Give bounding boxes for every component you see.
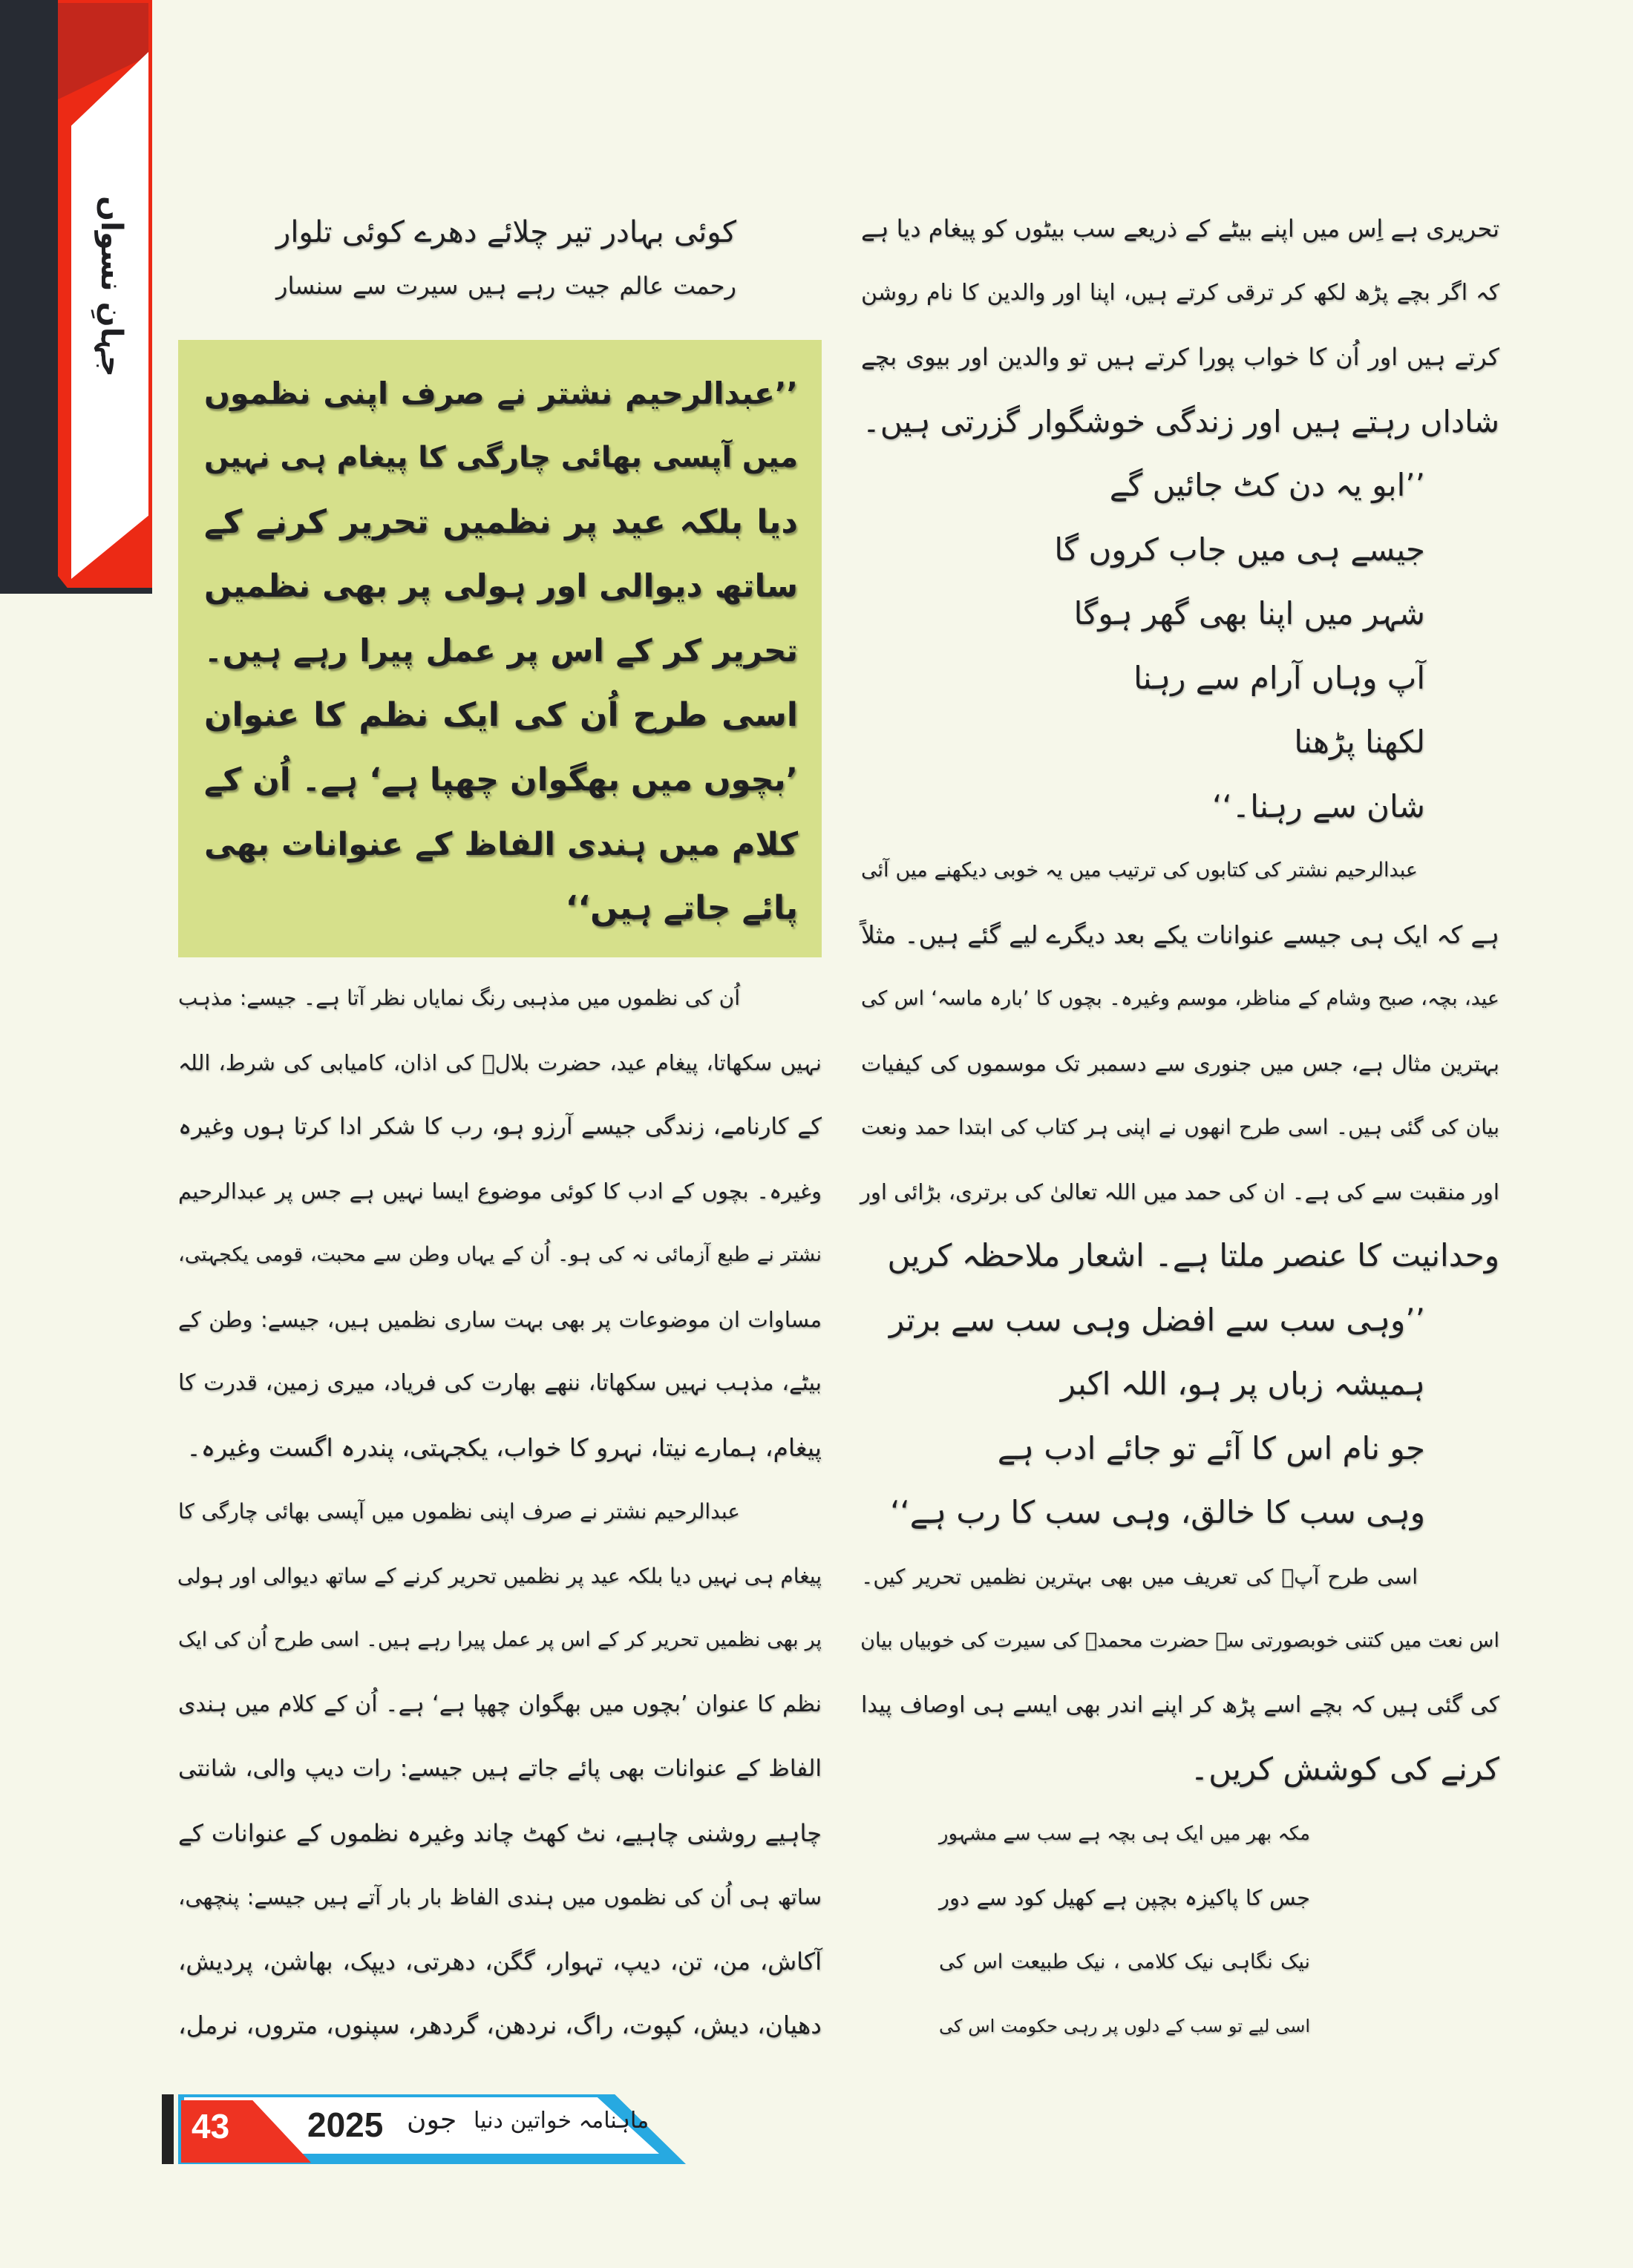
poem-line: جس کا پاکیزہ بچپن ہے کھیل کود سے دور	[939, 1885, 1310, 1910]
poem-line: شہر میں اپنا بھی گھر ہوگا	[1073, 595, 1425, 632]
poem-line: آپ وہاں آرام سے رہنا	[1133, 659, 1425, 696]
poem-line: جیسے ہی میں جاب کروں گا	[1054, 531, 1425, 568]
paragraph-line: مساوات ان موضوعات پر بھی بہت ساری نظمیں ہیں، جیسے: وطن کے	[178, 1306, 822, 1332]
poem-line: ’’وہی سب سے افضل وہی سب سے برتر	[889, 1301, 1425, 1338]
pull-quote-line: ساتھ دیوالی اور ہولی پر بھی نظمیں	[204, 568, 798, 606]
poem-line: مکہ بھر میں ایک ہی بچہ ہے سب سے مشہور	[938, 1822, 1310, 1845]
paragraph-line: اور منقبت سے کی ہے۔ ان کی حمد میں اللہ تعالیٰ کی برتری، بڑائی اور	[860, 1179, 1499, 1205]
pull-quote-line: کلام میں ہندی الفاظ کے عنوانات بھی	[204, 825, 798, 863]
paragraph-line: نظم کا عنوان ’بچوں میں بھگوان چھپا ہے‘ ہے۔ اُن کے کلام میں ہندی	[178, 1691, 822, 1717]
paragraph-line: پیغام ہی نہیں دیا بلکہ عید پر نظمیں تحریر کرنے کے ساتھ دیوالی اور ہولی	[177, 1563, 822, 1588]
paragraph-line: کہ اگر بچے پڑھ لکھ کر ترقی کرتے ہیں، اپنا اور والدین کا نام روشن	[861, 279, 1499, 306]
paragraph-line: بیٹے، مذہب نہیں سکھاتا، ننھے بھارت کی فریاد، میری زمین، قدرت کا	[178, 1370, 822, 1396]
poem-line: ہمیشہ زباں پر ہو، اللہ اکبر	[1060, 1366, 1425, 1402]
poem-line: نیک نگاہی نیک کلامی ، نیک طبیعت اس کی	[939, 1950, 1310, 1973]
couplet-line: کوئی بہادر تیر چلائے دھرے کوئی تلوار	[276, 215, 736, 249]
poem-line: ’’ابو یہ دن کٹ جائیں گے	[1109, 467, 1425, 503]
paragraph-line: اُن کی نظموں میں مذہبی رنگ نمایاں نظر آتا ہے۔ جیسے: مذہب	[178, 986, 740, 1010]
paragraph-line: نہیں سکھاتا، پیغام عید، حضرت بلالؓ کی اذان، کامیابی کی شرط، اللہ	[178, 1049, 822, 1075]
paragraph-line: وغیرہ۔ بچوں کے ادب کا کوئی موضوع ایسا نہیں ہے جس پر عبدالرحیم	[178, 1178, 822, 1204]
paragraph-line: الفاظ کے عنوانات بھی پائے جاتے ہیں جیسے: رات دیپ والی، شانتی	[178, 1755, 822, 1782]
page-footer	[162, 2094, 686, 2164]
paragraph-line: پیغام، ہمارے نیتا، نہرو کا خواب، یکجہتی، پندرہ اگست وغیرہ۔	[186, 1432, 822, 1462]
poem-line: وہی سب کا خالق، وہی سب کا رب ہے‘‘	[890, 1494, 1425, 1530]
pull-quote-line: تحریر کر کے اس پر عمل پیرا رہے ہیں۔	[204, 632, 798, 669]
pull-quote-line: ’بچوں میں بھگوان چھپا ہے‘ ہے۔ اُن کے	[204, 761, 798, 799]
page-number: 43	[192, 2107, 230, 2146]
pull-quote-line: پائے جاتے ہیں‘‘	[565, 889, 798, 928]
paragraph-line: کی گئی ہیں کہ بچے اسے پڑھ کر اپنے اندر بھی ایسے ہی اوصاف پیدا	[861, 1691, 1499, 1718]
paragraph-line: عبدالرحیم نشتر کی کتابوں کی ترتیب میں یہ خوبی دیکھنے میں آئی	[861, 859, 1418, 882]
paragraph-line: کرنے کی کوشش کریں۔	[1190, 1751, 1499, 1787]
paragraph-line: ہے کہ ایک ہی جیسے عنوانات یکے بعد دیگرے لیے گئے ہیں۔ مثلاً	[861, 920, 1499, 949]
paragraph-line: بہترین مثال ہے، جس میں جنوری سے دسمبر تک موسموں کی کیفیات	[861, 1050, 1499, 1076]
paragraph-line: دھیان، دیش، کپوت، راگ، نردھن، گردھر، سپنوں، متروں، نرمل،	[178, 2010, 822, 2039]
paragraph-line: کرتے ہیں اور اُن کا خواب پورا کرتے ہیں تو والدین اور بیوی بچے	[861, 343, 1499, 371]
paragraph-line: کے کارنامے، زندگی جیسے آرزو ہو، رب کا شکر ادا کرتا ہوں وغیرہ	[178, 1113, 822, 1140]
paragraph-line: شاداں رہتے ہیں اور زندگی خوشگوار گزرتی ہیں۔	[862, 403, 1499, 439]
issue-month: جون	[407, 2105, 457, 2135]
footer-black-bar	[162, 2094, 174, 2164]
paragraph-line: اس نعت میں کتنی خوبصورتی سے حضرت محمدؐ کی سیرت کی خوبیاں بیان	[860, 1629, 1499, 1652]
paragraph-line: چاہیے روشنی چاہیے، نٹ کھٹ چاند وغیرہ نظموں کے عنوانات کے	[178, 1818, 822, 1847]
paragraph-line: وحدانیت کا عنصر ملتا ہے۔ اشعار ملاحظہ کریں	[887, 1237, 1499, 1274]
section-tab	[0, 0, 152, 594]
poem-line: اسی لیے تو سب کے دلوں پر رہی حکومت اس کی	[939, 2016, 1310, 2036]
issue-year: 2025	[307, 2105, 384, 2144]
paragraph-line: اسی طرح آپؐ کی تعریف میں بھی بہترین نظمیں تحریر کیں۔	[861, 1564, 1418, 1589]
poem-line: جو نام اس کا آئے تو جائے ادب ہے	[997, 1429, 1425, 1466]
paragraph-line: تحریری ہے اِس میں اپنے بیٹے کے ذریعے سب بیٹوں کو پیغام دیا ہے	[861, 214, 1499, 243]
paragraph-line: آکاش، من، تن، دیپ، تہوار، گگن، دھرتی، دیپک، بھاشن، پردیش،	[178, 1947, 822, 1976]
paragraph-line: عبدالرحیم نشتر نے صرف اپنی نظموں میں آپسی بھائی چارگی کا	[178, 1499, 740, 1524]
couplet-line: رحمت عالم جیت رہے ہیں سیرت سے سنسار	[276, 272, 736, 300]
pull-quote-line: میں آپسی بھائی چارگی کا پیغام ہی نہیں	[204, 440, 798, 474]
pull-quote-line: اسی طرح اُن کی ایک نظم کا عنوان	[204, 696, 798, 734]
paragraph-line: پر بھی نظمیں تحریر کر کے اس پر عمل پیرا رہے ہیں۔ اسی طرح اُن کی ایک	[178, 1628, 822, 1651]
paragraph-line: ساتھ ہی اُن کی نظموں میں ہندی الفاظ بار بار آتے ہیں جیسے: پنچھی،	[178, 1884, 822, 1910]
pull-quote-line: ’’عبدالرحیم نشتر نے صرف اپنی نظموں	[204, 376, 798, 411]
paragraph-line: عید، بچہ، صبح وشام کے مناظر، موسم وغیرہ۔ بچوں کا ’بارہ ماسہ‘ اس کی	[861, 987, 1499, 1010]
pull-quote-line: دیا بلکہ عید پر نظمیں تحریر کرنے کے	[204, 502, 798, 541]
magazine-name: ماہنامہ خواتین دنیا	[474, 2108, 649, 2134]
section-title: جہانِ نسواں	[94, 195, 128, 377]
paragraph-line: بیان کی گئی ہیں۔ اسی طرح انھوں نے اپنی ہر کتاب کی ابتدا حمد ونعت	[861, 1115, 1499, 1139]
poem-line: لکھنا پڑھنا	[1294, 724, 1425, 760]
paragraph-line: نشتر نے طبع آزمائی نہ کی ہو۔ اُن کے یہاں وطن سے محبت، قومی یکجہتی،	[178, 1243, 822, 1266]
poem-line: شان سے رہنا۔‘‘	[1211, 787, 1425, 825]
